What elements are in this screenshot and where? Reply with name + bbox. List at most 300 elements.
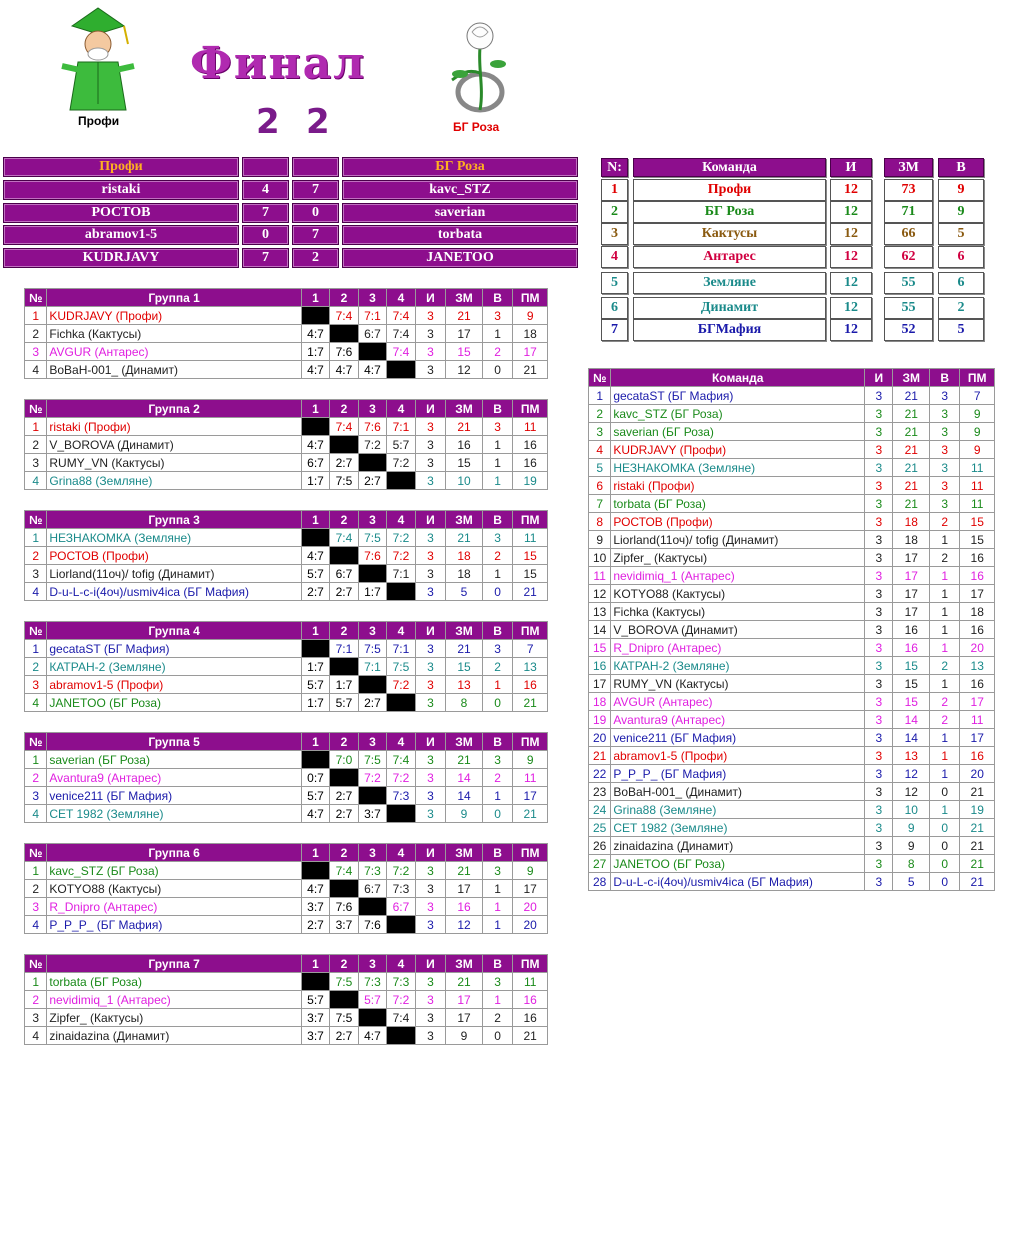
- points-won: 15: [893, 675, 930, 693]
- points-won: 14: [446, 787, 483, 805]
- row-number: 20: [589, 729, 611, 747]
- score-right: 2: [306, 102, 330, 142]
- points-lost: 17: [513, 343, 548, 361]
- table-row: [25, 529, 548, 547]
- group-header: 2: [330, 955, 358, 973]
- table-row: [25, 769, 548, 787]
- player-name: P_P_P_ (БГ Мафия): [611, 765, 865, 783]
- player-name: KUDRJAVY (Профи): [47, 307, 301, 325]
- standings-cell: 2: [938, 297, 984, 319]
- points-won: 15: [446, 658, 483, 676]
- wins: 1: [482, 676, 513, 694]
- wins: 1: [482, 787, 513, 805]
- game-score: 7:3: [387, 973, 415, 991]
- points-lost: 16: [513, 676, 548, 694]
- group-header: ЗМ: [446, 955, 483, 973]
- game-score: 7:3: [358, 973, 386, 991]
- table-row: [589, 531, 995, 549]
- points-lost: 9: [960, 441, 995, 459]
- row-number: 4: [25, 916, 47, 934]
- empty-cell: [330, 547, 358, 565]
- points-lost: 21: [513, 361, 548, 379]
- game-score: 7:5: [330, 973, 358, 991]
- points-lost: 21: [513, 583, 548, 601]
- player-name: JANETOO (БГ Роза): [611, 855, 865, 873]
- games-played: 3: [415, 898, 446, 916]
- row-number: 3: [25, 343, 47, 361]
- row-number: 2: [25, 325, 47, 343]
- game-score: 1:7: [330, 676, 358, 694]
- points-lost: 20: [960, 765, 995, 783]
- standings-cell: 73: [884, 179, 933, 201]
- points-won: 21: [893, 423, 930, 441]
- games-played: 3: [415, 565, 446, 583]
- player-name: venice211 (БГ Мафия): [611, 729, 865, 747]
- game-score: 7:5: [358, 640, 386, 658]
- table-row: [589, 405, 995, 423]
- table-row: [589, 693, 995, 711]
- games-played: 3: [415, 658, 446, 676]
- player-name: KOTYO88 (Кактусы): [611, 585, 865, 603]
- table-row: [589, 675, 995, 693]
- wins: 2: [482, 343, 513, 361]
- wins: 3: [930, 477, 960, 495]
- games-played: 3: [865, 513, 893, 531]
- match-player-right: JANETOO: [342, 248, 578, 268]
- games-played: 3: [865, 693, 893, 711]
- row-number: 4: [25, 1027, 47, 1045]
- group-table: [24, 621, 548, 712]
- game-score: 7:4: [330, 418, 358, 436]
- points-lost: 16: [960, 549, 995, 567]
- game-score: 7:1: [330, 640, 358, 658]
- standings-team: Профи: [633, 179, 826, 201]
- group-header: ПМ: [513, 733, 548, 751]
- wins: 1: [930, 603, 960, 621]
- points-lost: 9: [513, 862, 548, 880]
- match-player-left: РОСТОВ: [3, 203, 239, 223]
- game-score: 7:2: [387, 547, 415, 565]
- games-played: 3: [865, 531, 893, 549]
- games-played: 3: [865, 585, 893, 603]
- empty-cell: [330, 769, 358, 787]
- match-score-a: 7: [242, 248, 289, 268]
- games-played: 3: [865, 495, 893, 513]
- table-row: [589, 423, 995, 441]
- points-lost: 11: [960, 711, 995, 729]
- game-score: 0:7: [301, 769, 329, 787]
- game-score: 7:2: [387, 862, 415, 880]
- games-played: 3: [865, 819, 893, 837]
- points-won: 21: [446, 418, 483, 436]
- table-row: [589, 495, 995, 513]
- player-name: ristaki (Профи): [47, 418, 301, 436]
- game-score: 5:7: [301, 565, 329, 583]
- points-won: 18: [446, 565, 483, 583]
- row-number: 1: [25, 418, 47, 436]
- table-row: [589, 801, 995, 819]
- group-header: В: [482, 955, 513, 973]
- player-name: RUMY_VN (Кактусы): [47, 454, 301, 472]
- match-score-b: 7: [292, 225, 339, 245]
- game-score: 6:7: [358, 880, 386, 898]
- table-row: [589, 765, 995, 783]
- points-lost: 18: [960, 603, 995, 621]
- row-number: 4: [25, 805, 47, 823]
- points-lost: 15: [513, 547, 548, 565]
- group-header: 2: [330, 733, 358, 751]
- table-row: [25, 472, 548, 490]
- group-title: Группа 7: [47, 955, 301, 973]
- game-score: 3:7: [358, 805, 386, 823]
- group-header: И: [415, 622, 446, 640]
- games-played: 3: [415, 769, 446, 787]
- wins: 1: [482, 472, 513, 490]
- player-name: Fichka (Кактусы): [47, 325, 301, 343]
- wins: 1: [930, 747, 960, 765]
- game-score: 7:2: [358, 769, 386, 787]
- group-header: 1: [301, 511, 329, 529]
- group-title: Группа 1: [47, 289, 301, 307]
- wins: 0: [930, 837, 960, 855]
- points-won: 10: [446, 472, 483, 490]
- points-won: 21: [893, 495, 930, 513]
- group-header: 3: [358, 955, 386, 973]
- game-score: 7:1: [387, 565, 415, 583]
- standings-header: Команда: [633, 158, 826, 177]
- player-name: P_P_P_ (БГ Мафия): [47, 916, 301, 934]
- row-number: 23: [589, 783, 611, 801]
- empty-cell: [387, 916, 415, 934]
- group-header: 1: [301, 289, 329, 307]
- group-header: 1: [301, 733, 329, 751]
- points-won: 16: [446, 436, 483, 454]
- player-name: zinaidazina (Динамит): [47, 1027, 301, 1045]
- wins: 0: [482, 805, 513, 823]
- player-name: Zipfer_ (Кактусы): [611, 549, 865, 567]
- wins: 1: [930, 729, 960, 747]
- row-number: 6: [589, 477, 611, 495]
- row-number: 19: [589, 711, 611, 729]
- table-row: [25, 640, 548, 658]
- game-score: 7:4: [387, 751, 415, 769]
- standings-cell: 71: [884, 201, 933, 223]
- table-row: [589, 585, 995, 603]
- wins: 3: [482, 751, 513, 769]
- standings-cell: 55: [884, 272, 933, 294]
- game-score: 6:7: [330, 565, 358, 583]
- match-score-a: 7: [242, 203, 289, 223]
- standings-cell: 12: [830, 319, 872, 341]
- points-lost: 21: [513, 805, 548, 823]
- game-score: 4:7: [301, 547, 329, 565]
- player-name: BoBaH-001_ (Динамит): [47, 361, 301, 379]
- wins: 3: [482, 973, 513, 991]
- empty-cell: [358, 898, 386, 916]
- games-played: 3: [415, 991, 446, 1009]
- group-header: ПМ: [513, 289, 548, 307]
- table-row: [589, 387, 995, 405]
- game-score: 4:7: [301, 805, 329, 823]
- standings-team: БГМафия: [633, 319, 826, 341]
- games-played: 3: [415, 472, 446, 490]
- games-played: 3: [415, 343, 446, 361]
- game-score: 7:1: [387, 418, 415, 436]
- points-won: 12: [446, 361, 483, 379]
- points-won: 8: [446, 694, 483, 712]
- wins: 2: [482, 1009, 513, 1027]
- rose-logo: [446, 18, 516, 116]
- player-name: gecataST (БГ Мафия): [47, 640, 301, 658]
- player-name: КАТРАН-2 (Земляне): [47, 658, 301, 676]
- table-row: [589, 603, 995, 621]
- standings-team: Кактусы: [633, 223, 826, 245]
- wins: 1: [930, 801, 960, 819]
- game-score: 7:2: [387, 676, 415, 694]
- wins: 0: [930, 873, 960, 891]
- points-won: 18: [893, 513, 930, 531]
- games-played: 3: [415, 583, 446, 601]
- game-score: 7:4: [330, 307, 358, 325]
- table-row: [25, 343, 548, 361]
- game-score: 5:7: [301, 991, 329, 1009]
- table-row: [25, 916, 548, 934]
- empty-cell: [358, 1009, 386, 1027]
- table-row: [589, 873, 995, 891]
- wins: 2: [930, 657, 960, 675]
- table-row: [589, 513, 995, 531]
- points-lost: 15: [513, 565, 548, 583]
- game-score: 3:7: [301, 898, 329, 916]
- game-score: 7:2: [358, 436, 386, 454]
- group-header: И: [415, 955, 446, 973]
- points-won: 17: [446, 325, 483, 343]
- row-number: 11: [589, 567, 611, 585]
- player-name: РОСТОВ (Профи): [47, 547, 301, 565]
- game-score: 4:7: [330, 361, 358, 379]
- points-lost: 11: [960, 459, 995, 477]
- game-score: 1:7: [358, 583, 386, 601]
- group-header: ЗМ: [446, 733, 483, 751]
- row-number: 4: [25, 472, 47, 490]
- empty-cell: [358, 565, 386, 583]
- row-number: 3: [589, 423, 611, 441]
- game-score: 7:3: [387, 787, 415, 805]
- points-won: 15: [446, 454, 483, 472]
- games-played: 3: [415, 676, 446, 694]
- group-table: [24, 399, 548, 490]
- points-lost: 16: [960, 621, 995, 639]
- wins: 3: [930, 423, 960, 441]
- table-row: [25, 307, 548, 325]
- games-played: 3: [865, 747, 893, 765]
- group-header: 2: [330, 844, 358, 862]
- player-name: torbata (БГ Роза): [47, 973, 301, 991]
- group-header: 4: [387, 289, 415, 307]
- row-number: 4: [25, 694, 47, 712]
- table-row: [25, 436, 548, 454]
- points-won: 16: [893, 621, 930, 639]
- match-player-right: saverian: [342, 203, 578, 223]
- points-lost: 13: [513, 658, 548, 676]
- game-score: 4:7: [301, 880, 329, 898]
- player-table-header: ПМ: [960, 369, 995, 387]
- group-header: ЗМ: [446, 844, 483, 862]
- row-number: 12: [589, 585, 611, 603]
- empty-cell: [301, 418, 329, 436]
- group-header: №: [25, 844, 47, 862]
- table-row: [25, 1009, 548, 1027]
- group-header: И: [415, 844, 446, 862]
- player-name: torbata (БГ Роза): [611, 495, 865, 513]
- empty-cell: [301, 973, 329, 991]
- points-lost: 17: [960, 693, 995, 711]
- empty-cell: [387, 472, 415, 490]
- game-score: 4:7: [301, 325, 329, 343]
- player-name: zinaidazina (Динамит): [611, 837, 865, 855]
- points-lost: 20: [513, 916, 548, 934]
- match-player-right: kavc_STZ: [342, 180, 578, 200]
- game-score: 5:7: [301, 676, 329, 694]
- games-played: 3: [865, 837, 893, 855]
- player-table-header: И: [865, 369, 893, 387]
- standings-cell: 12: [830, 201, 872, 223]
- points-lost: 21: [960, 783, 995, 801]
- wins: 3: [482, 529, 513, 547]
- profi-logo: [52, 4, 144, 112]
- empty-cell: [301, 751, 329, 769]
- row-number: 3: [25, 676, 47, 694]
- points-lost: 16: [960, 747, 995, 765]
- row-number: 9: [589, 531, 611, 549]
- player-name: D-u-L-c-i(4оч)/usmiv4ica (БГ Мафия): [47, 583, 301, 601]
- games-played: 3: [865, 603, 893, 621]
- player-name: ristaki (Профи): [611, 477, 865, 495]
- empty-cell: [387, 583, 415, 601]
- game-score: 7:2: [387, 991, 415, 1009]
- group-header: В: [482, 289, 513, 307]
- points-won: 9: [893, 819, 930, 837]
- player-name: РОСТОВ (Профи): [611, 513, 865, 531]
- row-number: 3: [25, 1009, 47, 1027]
- empty-cell: [358, 676, 386, 694]
- player-name: nevidimiq_1 (Антарес): [47, 991, 301, 1009]
- empty-cell: [358, 343, 386, 361]
- group-header: 4: [387, 511, 415, 529]
- player-name: RUMY_VN (Кактусы): [611, 675, 865, 693]
- empty-cell: [358, 454, 386, 472]
- table-row: [25, 418, 548, 436]
- game-score: 2:7: [330, 1027, 358, 1045]
- game-score: 7:1: [358, 307, 386, 325]
- row-number: 1: [589, 387, 611, 405]
- points-won: 5: [893, 873, 930, 891]
- player-table-header: ЗМ: [893, 369, 930, 387]
- games-played: 3: [415, 454, 446, 472]
- standings-cell: 2: [601, 201, 628, 223]
- row-number: 16: [589, 657, 611, 675]
- group-header: №: [25, 622, 47, 640]
- games-played: 3: [865, 459, 893, 477]
- games-played: 3: [865, 657, 893, 675]
- wins: 3: [482, 418, 513, 436]
- row-number: 4: [25, 361, 47, 379]
- group-table: [24, 954, 548, 1045]
- table-row: [589, 459, 995, 477]
- row-number: 7: [589, 495, 611, 513]
- table-row: [25, 751, 548, 769]
- table-row: [25, 1027, 548, 1045]
- wins: 1: [930, 585, 960, 603]
- standings-cell: 12: [830, 272, 872, 294]
- player-name: kavc_STZ (БГ Роза): [47, 862, 301, 880]
- points-won: 5: [446, 583, 483, 601]
- table-row: [25, 898, 548, 916]
- match-player-left: KUDRJAVY: [3, 248, 239, 268]
- player-name: CET 1982 (Земляне): [47, 805, 301, 823]
- player-name: abramov1-5 (Профи): [611, 747, 865, 765]
- empty-cell: [330, 658, 358, 676]
- group-header: 3: [358, 289, 386, 307]
- row-number: 15: [589, 639, 611, 657]
- group-header: 2: [330, 400, 358, 418]
- games-played: 3: [415, 805, 446, 823]
- points-won: 9: [446, 805, 483, 823]
- points-lost: 16: [513, 1009, 548, 1027]
- games-played: 3: [415, 1009, 446, 1027]
- group-table: [24, 843, 548, 934]
- player-name: Avantura9 (Антарес): [47, 769, 301, 787]
- games-played: 3: [865, 765, 893, 783]
- games-played: 3: [865, 387, 893, 405]
- wins: 0: [482, 361, 513, 379]
- games-played: 3: [415, 787, 446, 805]
- games-played: 3: [415, 547, 446, 565]
- table-row: [25, 973, 548, 991]
- points-won: 8: [893, 855, 930, 873]
- points-lost: 11: [960, 495, 995, 513]
- group-header: И: [415, 289, 446, 307]
- standings-cell: 6: [601, 297, 628, 319]
- row-number: 3: [25, 454, 47, 472]
- standings-cell: 9: [938, 179, 984, 201]
- table-row: [589, 549, 995, 567]
- player-name: nevidimiq_1 (Антарес): [611, 567, 865, 585]
- standings-cell: 7: [601, 319, 628, 341]
- match-player-right: torbata: [342, 225, 578, 245]
- group-header: ПМ: [513, 511, 548, 529]
- player-name: abramov1-5 (Профи): [47, 676, 301, 694]
- row-number: 8: [589, 513, 611, 531]
- player-name: НЕЗНАКОМКА (Земляне): [47, 529, 301, 547]
- standings-header: И: [830, 158, 872, 177]
- points-won: 21: [893, 459, 930, 477]
- games-played: 3: [865, 549, 893, 567]
- standings-cell: 6: [938, 246, 984, 268]
- games-played: 3: [865, 855, 893, 873]
- games-played: 3: [865, 675, 893, 693]
- game-score: 1:7: [301, 658, 329, 676]
- games-played: 3: [865, 567, 893, 585]
- empty-cell: [330, 880, 358, 898]
- game-score: 1:7: [301, 694, 329, 712]
- standings-cell: 12: [830, 297, 872, 319]
- games-played: 3: [415, 361, 446, 379]
- standings-cell: 55: [884, 297, 933, 319]
- points-won: 9: [446, 1027, 483, 1045]
- row-number: 2: [25, 658, 47, 676]
- games-played: 3: [415, 325, 446, 343]
